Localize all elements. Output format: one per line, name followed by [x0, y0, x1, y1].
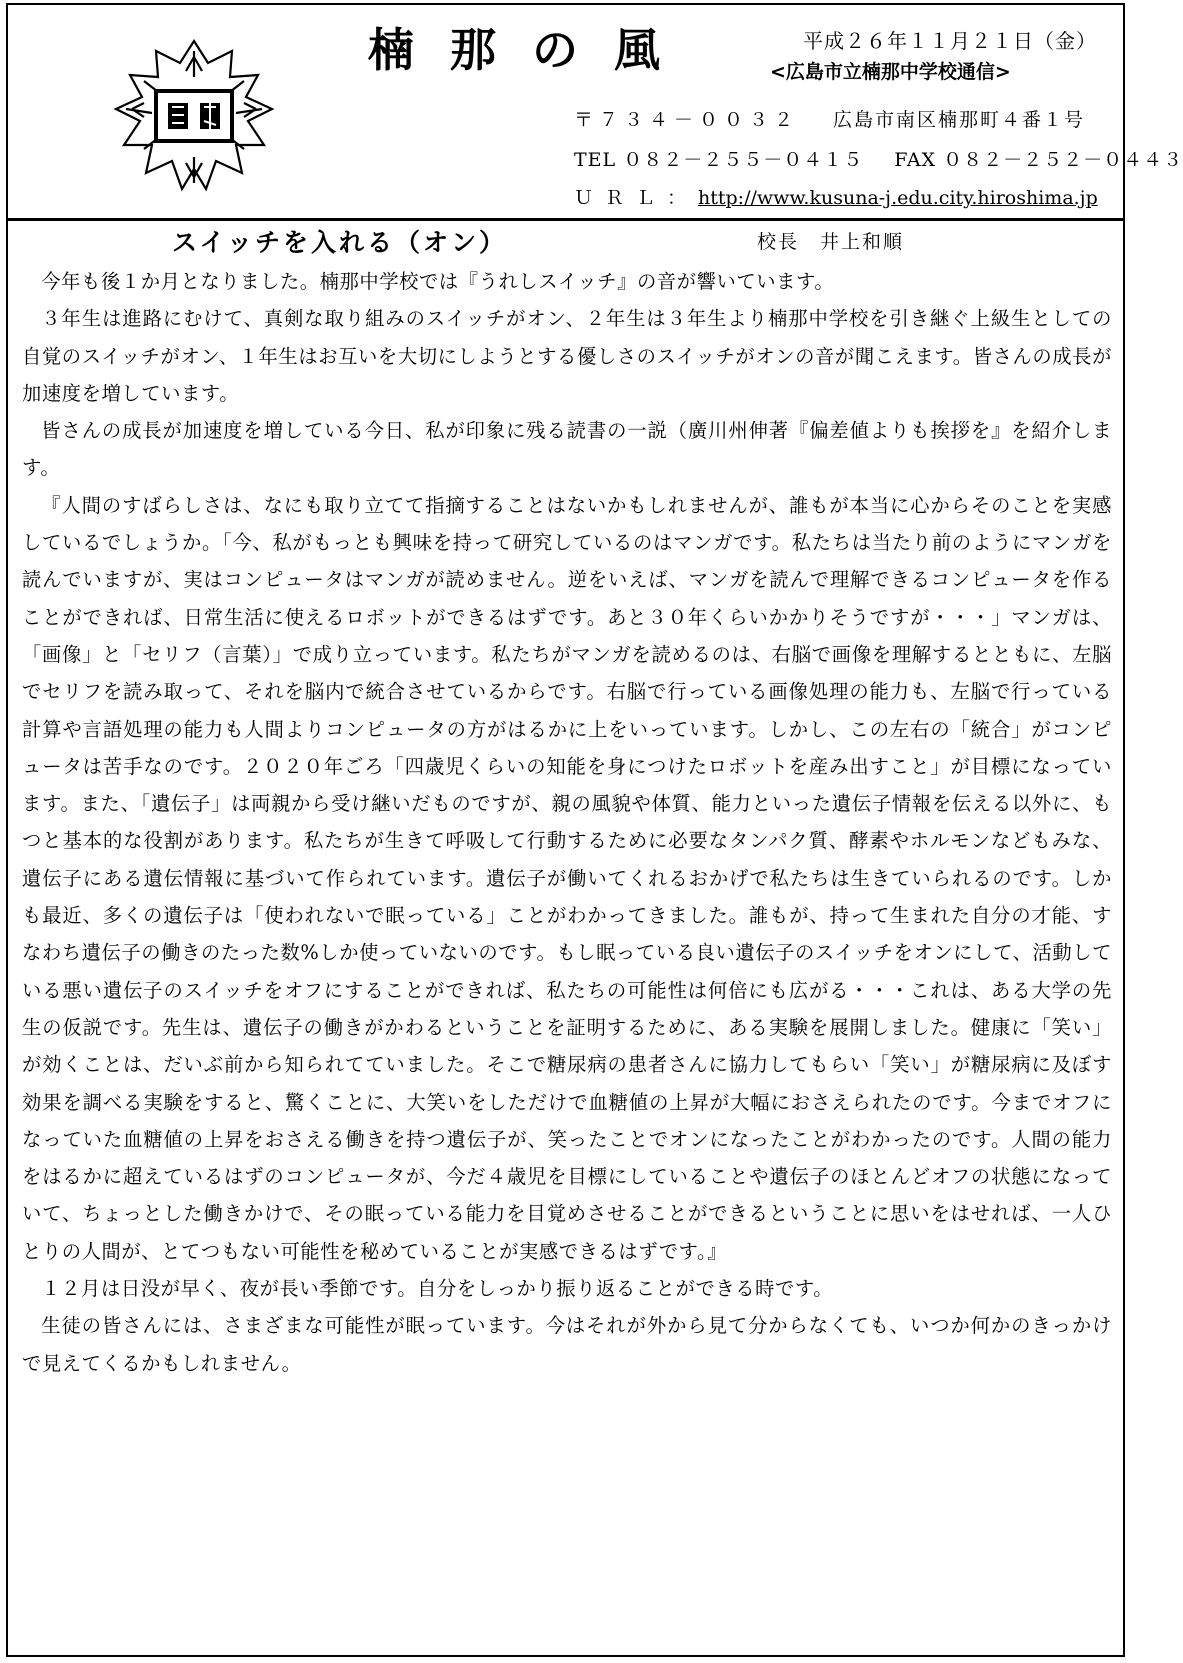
article-paragraph: 皆さんの成長が加速度を増している今日、私が印象に残る読書の一説（廣川州伸著『偏差値よりも挨拶を』を紹介します。	[22, 419, 1112, 480]
newsletter-subtitle: <広島市立楠那中学校通信>	[770, 61, 1011, 83]
newsletter-page	[6, 3, 1183, 1657]
tel-number: ０８２－２５５－０４１５	[623, 149, 864, 171]
issue-date: 平成２６年１１月２１日（金）	[803, 29, 1097, 53]
article-paragraph: 今年も後１か月となりました。楠那中学校では『うれしスイッチ』の音が響いています。	[41, 270, 835, 293]
newsletter-header	[8, 5, 1183, 221]
school-emblem-icon	[96, 37, 292, 197]
article-header	[22, 223, 1112, 263]
article-title: スイッチを入れる（オン）	[172, 228, 508, 257]
principal-article	[22, 223, 1112, 1382]
school-website-link[interactable]: http://www.kusuna-j.edu.city.hiroshima.jp	[698, 187, 1098, 209]
postal-code: 〒７３４－００３２	[574, 109, 800, 131]
fax-label: FAX	[894, 149, 937, 171]
article-author: 校長 井上和順	[757, 231, 905, 253]
address-line	[574, 105, 1085, 132]
newsletter-title: 楠 那 の 風	[368, 23, 671, 77]
article-paragraph: 『人間のすばらしさは、なにも取り立てて指摘することはないかもしれませんが、誰もが本当に心からそのことを実感しているでしょうか。「今、私がもっとも興味を持って研究しているのはマンガです。私たちは当たり前のようにマンガを読んでいますが、実はコンピュータはマンガが読めません。逆をいえば、マンガを読んで理解できるコンピュータを作ることができれば、日常生活に使えるロボットができるはずです。あと３０年くらいかかりそうですが・・・」マンガは、「画像」と「セリフ（言葉）」で成り立っています。私たちがマンガを読めるのは、右脳で画像を理解するとともに、左脳でセリフを読み取って、それを脳内で統合させているからです。右脳で行っている画像処理の能力も、左脳で行っている計算や言語処理の能力も人間よりコンピュータの方がはるかに上をいっています。しかし、この左右の「統合」がコンピュータは苦手なのです。２０２０年ごろ「四歳児くらいの知能を身につけたロボットを産み出すこと」が目標になっています。また、「遺伝子」は両親から受け継いだものですが、親の風貌や体質、能力といった遺伝子情報を伝える以外に、もつと基本的な役割があります。私たちが生きて呼吸して行動するために必要なタンパク質、酵素やホルモンなどもみな、遺伝子にある遺伝情報に基づいて作られています。遺伝子が働いてくれるおかげで私たちは生きていられるのです。しかも最近、多くの遺伝子は「使われないで眠っている」ことがわかってきました。誰もが、持って生まれた自分の才能、すなわち遺伝子の働きのたった数%しか使っていないのです。もし眠っている良い遺伝子のスイッチをオンにして、活動している悪い遺伝子のスイッチをオフにすることができれば、私たちの可能性は何倍にも広がる・・・これは、ある大学の先生の仮説です。先生は、遺伝子の働きがかわるということを証明するために、ある実験を展開しました。健康に「笑い」が効くことは、だいぶ前から知られてていました。そこで糖尿病の患者さんに協力してもらい「笑い」が糖尿病に及ぼす効果を調べる実験をすると、驚くことに、大笑いをしただけで血糖値の上昇が大幅におさえられたのです。今までオフになっていた血糖値の上昇をおさえる働きを持つ遺伝子が、笑ったことでオンになったことがわかったのです。人間の能力をはるかに超えているはずのコンピュータが、今だ４歳児を目標にしていることや遺伝子のほとんどオフの状態になっていて、ちょっとした働きかけで、その眠っている能力を目覚めさせることができるということに思いをはせれば、一人ひとりの人間が、とてつもない可能性を秘めていることが実感できるはずです。』	[22, 493, 1112, 1263]
contact-line	[574, 145, 1183, 172]
article-paragraph: １２月は日没が早く、夜が長い季節です。自分をしっかり振り返ることができる時です。	[41, 1277, 834, 1301]
fax-number: ０８２－２５２－０４４３	[943, 149, 1183, 171]
article-paragraph: ３年生は進路にむけて、真剣な取り組みのスイッチがオン、２年生は３年生より楠那中学校を引き継ぐ上級生としての自覚のスイッチがオン、１年生はお互いを大切にしようとする優しさのスイッチがオンの音が聞こえます。皆さんの成長が加速度を増しています。	[22, 307, 1112, 405]
article-paragraph: 生徒の皆さんには、さまざまな可能性が眠っています。今はそれが外から見て分からなくても、いつか何かのきっかけで見えてくるかもしれません。	[22, 1314, 1112, 1375]
tel-label: TEL	[574, 149, 617, 171]
street-address: 広島市南区楠那町４番１号	[833, 109, 1086, 131]
article-body	[22, 263, 1112, 1382]
url-line	[574, 183, 1098, 210]
url-label: ＵＲＬ：	[574, 187, 699, 209]
